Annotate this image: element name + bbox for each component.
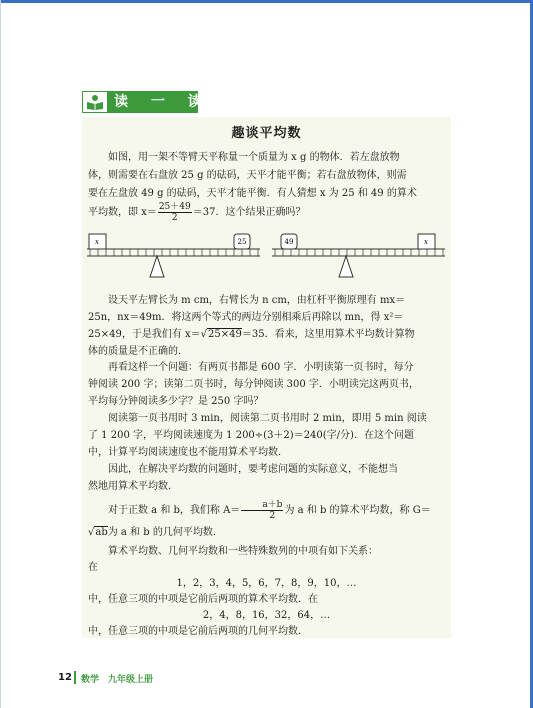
p7-line2: 在	[88, 562, 98, 573]
p1-line4-post: ＝37．这个结果正确吗？	[192, 207, 306, 218]
fraction-ab-numerator: a＋b	[241, 500, 283, 511]
book-title: 数学 九年级上册	[81, 675, 154, 685]
balance-scales-figure	[82, 225, 451, 281]
right-scale-right-label: x	[424, 238, 428, 246]
right-balance-scale	[272, 234, 445, 277]
book-reader-icon	[82, 91, 108, 113]
p1-line1: 如图，用一架不等臂天平称量一个质量为 x g 的物体．若左盘放物	[108, 152, 400, 163]
fraction-denominator: 2	[171, 213, 178, 223]
p6-line1-post: 为 a 和 b 的算术平均数，称 G＝	[284, 505, 431, 516]
p2-line3-pre: 25×49，于是我们有 x＝	[88, 329, 201, 340]
p1-line3: 要在左盘放 49 g 的砝码，天平才能平衡．有人猜想 x 为 25 和 49 的算术	[88, 188, 417, 199]
fraction-ab	[241, 500, 283, 521]
p7-line4: 中，任意三项的中项是它前后两项的几何平均数．	[88, 626, 308, 637]
page-number: 12	[58, 672, 72, 683]
p3-line2: 钟阅读 200 字；读第二页书时，每分钟阅读 300 字．小明读完这两页书，	[88, 379, 419, 390]
left-scale-right-label: 25	[237, 238, 247, 246]
p2-line1: 设天平左臂长为 m cm，右臂长为 n cm，由杠杆平衡原理有 mx＝	[108, 295, 406, 306]
sqrt-ab: ab	[95, 527, 108, 538]
p7-line3: 中，任意三项的中项是它前后两项的算术平均数．在	[88, 594, 318, 605]
fraction-numerator: 25＋49	[158, 202, 191, 212]
section-title: 读 一 读	[114, 94, 211, 110]
p4-line1: 阅读第一页书用时 3 min，阅读第二页书用时 2 min，即用 5 min 阅读	[108, 413, 427, 424]
p5-line2: 然地用算术平均数．	[88, 481, 178, 492]
sqrt-product: 25×49	[208, 329, 242, 340]
sequence-arithmetic: 1，2，3，4，5，6，7，8，9，10，…	[176, 578, 357, 589]
p6-line1	[88, 500, 431, 521]
frame-left-border	[0, 0, 1, 708]
p1-line4-pre: 平均数，即 x＝	[88, 207, 157, 218]
p6-line1-pre: 对于正数 a 和 b，我们称 A＝	[108, 505, 241, 516]
p6-line2-post: 为 a 和 b 的几何平均数．	[107, 527, 223, 538]
fraction-ab-denominator: 2	[269, 511, 276, 521]
p2-line3: 25×49，于是我们有 x＝√25×49＝35．看来，这里用算术平均数计算物	[88, 329, 415, 340]
right-scale-left-label: 49	[284, 238, 294, 246]
p6-line2: √ab为 a 和 b 的几何平均数．	[88, 527, 223, 538]
p7-line1: 算术平均数、几何平均数和一些特殊数列的中项有如下关系：	[108, 546, 378, 557]
p2-line2: 25n，nx＝49m．将这两个等式的两边分别相乘后再除以 mn，得 x²＝	[88, 312, 404, 323]
p3-line1: 再看这样一个问题：有两页书都是 600 字．小明读第一页书时，每分	[108, 362, 414, 373]
p1-line4	[88, 202, 305, 223]
footer-separator	[74, 671, 76, 684]
p4-line2: 了 1 200 字，平均阅读速度为 1 200÷(3＋2)＝240(字/分)．在这个问题	[88, 430, 414, 441]
p2-line4: 体的质量是不正确的．	[88, 346, 188, 357]
p3-line3: 平均每分钟阅读多少字？是 250 字吗？	[88, 396, 264, 407]
left-scale-left-label: x	[95, 238, 99, 246]
sequence-geometric: 2，4，8，16，32，64，…	[202, 610, 331, 621]
p4-line3: 中，计算平均阅读速度也不能用算术平均数．	[88, 447, 288, 458]
fraction-avg	[158, 202, 192, 223]
p2-line3-post: ＝35．看来，这里用算术平均数计算物	[241, 329, 415, 340]
p1-line2: 体，则需要在右盘放 25 g 的砝码，天平才能平衡；若右盘放物体，则需	[88, 170, 407, 181]
article-title: 趣谈平均数	[231, 126, 302, 141]
left-balance-scale	[87, 234, 260, 277]
frame-top-border	[0, 0, 533, 3]
p5-line1: 因此，在解决平均数的问题时，要考虑问题的实际意义，不能想当	[108, 464, 398, 475]
